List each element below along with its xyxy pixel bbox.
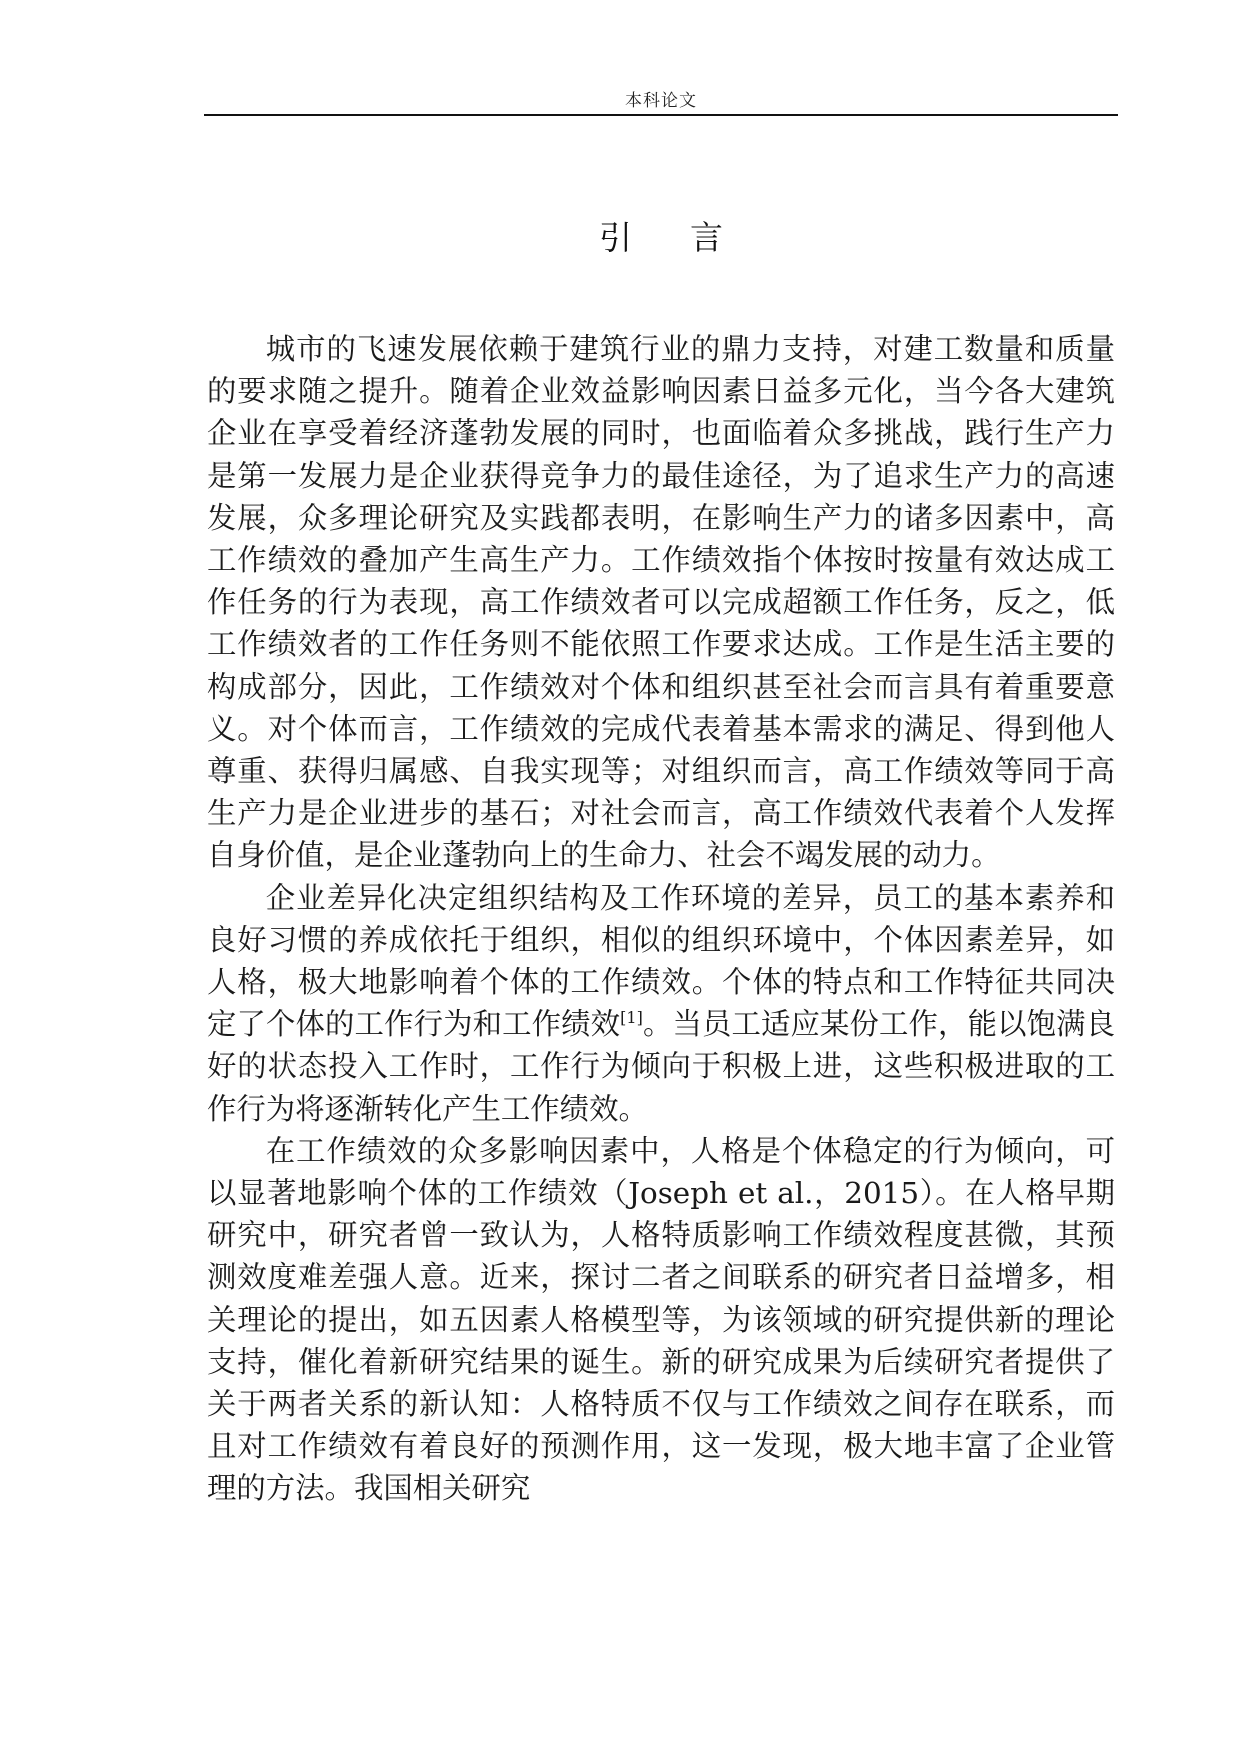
running-header: 本科论文 [625, 91, 697, 111]
paragraph-1: 城市的飞速发展依赖于建筑行业的鼎力支持，对建工数量和质量的要求随之提升。随着企业效益影响因素日益多元化，当今各大建筑企业在享受着经济蓬勃发展的同时，也面临着众多挑战，践行生产力是第一发展力是企业获得竞争力的最佳途径，为了追求生产力的高速发展，众多理论研究及实践都表明，在影响生产力的诸多因素中，高工作绩效的叠加产生高生产力。工作绩效指个体按时按量有效达成工作任务的行为表现，高工作绩效者可以完成超额工作任务，反之，低工作绩效者的工作任务则不能依照工作要求达成。工作是生活主要的构成部分，因此，工作绩效对个体和组织甚至社会而言具有着重要意义。对个体而言，工作绩效的完成代表着基本需求的满足、得到他人尊重、获得归属感、自我实现等；对组织而言，高工作绩效等同于高生产力是企业进步的基石；对社会而言，高工作绩效代表着个人发挥自身价值，是企业蓬勃向上的生命力、社会不竭发展的动力。 [207, 332, 1115, 873]
chapter-title: 引言 [599, 218, 781, 257]
paragraph-2-text-after-citation: 。当员工适应某份工作，能以饱满良好的状态投入工作时，工作行为倾向于积极上进，这些积极进取的工作行为将逐渐转化产生工作绩效。 [207, 1007, 1116, 1126]
header-divider [204, 114, 1118, 116]
paragraph-2 [207, 877, 1115, 1130]
paragraph-2-text-before-citation: 企业差异化决定组织结构及工作环境的差异，员工的基本素养和良好习惯的养成依托于组织，相似的组织环境中，个体因素差异，如人格，极大地影响着个体的工作绩效。个体的特点和工作特征共同决定了个体的工作行为和工作绩效 [207, 880, 1115, 1042]
paragraph-3: 在工作绩效的众多影响因素中，人格是个体稳定的行为倾向，可以显著地影响个体的工作绩效（Joseph et al.，2015）。在人格早期研究中，研究者曾一致认为，人格特质影响工作绩效程度甚微，其预测效度难差强人意。近来，探讨二者之间联系的研究者日益增多，相关理论的提出，如五因素人格模型等，为该领域的研究提供新的理论支持，催化着新研究结果的诞生。新的研究成果为后续研究者提供了关于两者关系的新认知：人格特质不仅与工作绩效之间存在联系，而且对工作绩效有着良好的预测作用，这一发现，极大地丰富了企业管理的方法。我国相关研究 [207, 1133, 1115, 1506]
citation-superscript: [1] [620, 1008, 643, 1028]
body-text [207, 328, 1115, 1510]
